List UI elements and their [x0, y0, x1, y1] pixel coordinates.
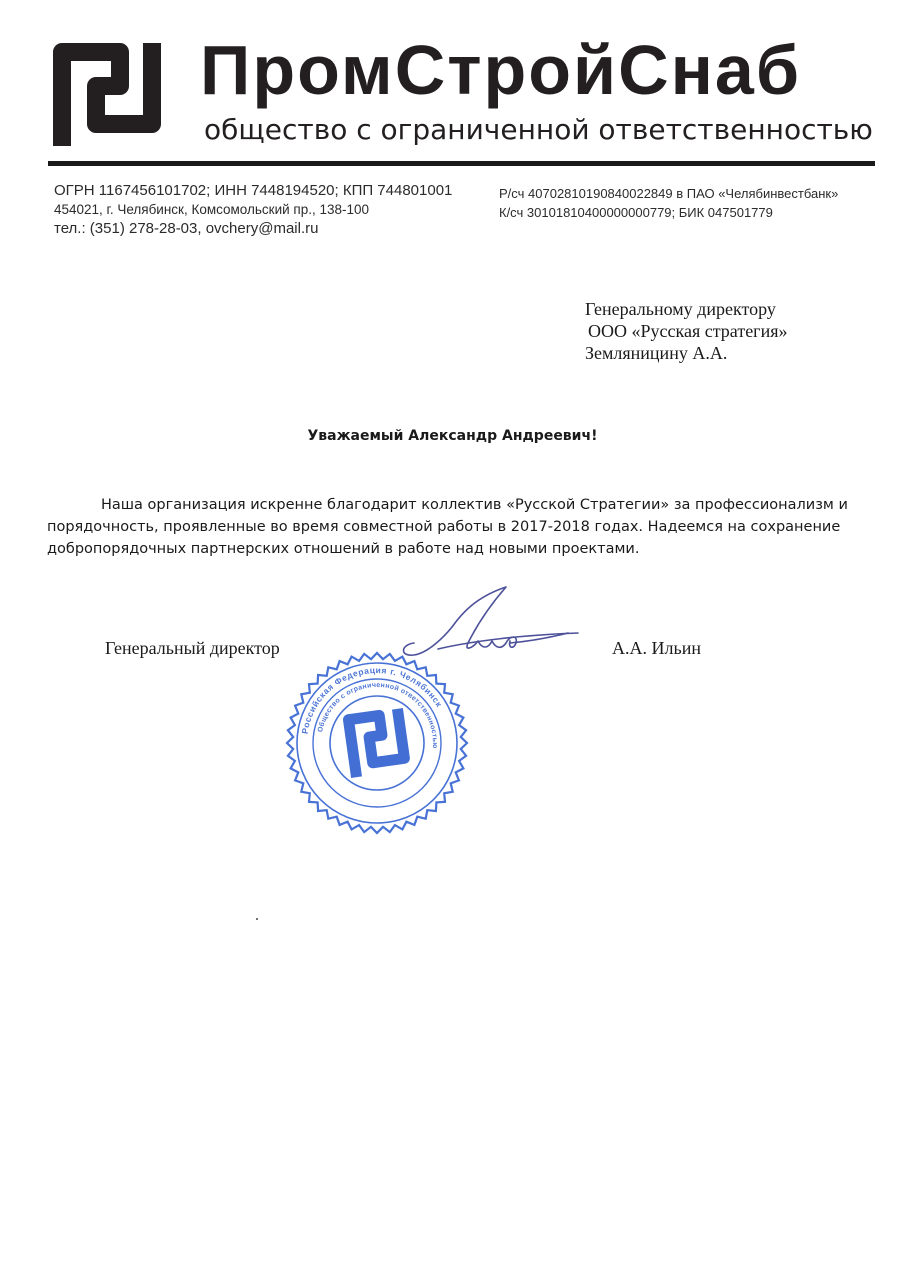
requisites-address: 454021, г. Челябинск, Комсомольский пр., 138-100: [54, 202, 370, 217]
company-name: ПромСтройСнаб: [200, 31, 802, 109]
promstroysnab-logo-icon: [48, 38, 166, 146]
body-line: Наша организация искренне благодарит коллектив «Русской Стратегии» за профессионализм и: [101, 497, 848, 513]
salutation: Уважаемый Александр Андреевич!: [307, 428, 598, 444]
company-legal-form: общество с ограниченной ответственностью: [204, 113, 873, 146]
addressee-organization: ООО «Русская стратегия»: [588, 321, 788, 341]
body-line: порядочность, проявленные во время совместной работы в 2017-2018 годах. Надеемся на сохранение: [47, 519, 841, 535]
body-line: добропорядочных партнерских отношений в работе над новыми проектами.: [47, 541, 640, 557]
addressee-name: Земляницину А.А.: [585, 343, 728, 363]
addressee-block: [585, 298, 787, 364]
letterhead-divider: [48, 161, 875, 166]
letter-body: [47, 494, 848, 560]
bank-requisites: [499, 184, 838, 222]
bank-correspondent: К/сч 30101810400000000779; БИК 047501779: [499, 205, 773, 220]
bank-account: Р/сч 40702810190840022849 в ПАО «Челябинвестбанк»: [499, 186, 839, 201]
company-seal-stamp: [284, 650, 470, 836]
requisites-contacts: тел.: (351) 278-28-03, ovchery@mail.ru: [54, 220, 319, 237]
handwritten-signature: [392, 583, 582, 673]
company-requisites: [54, 181, 452, 238]
stamp-outer-text: Российская Федерация г. Челябинск: [299, 664, 445, 735]
signatory-name: А.А. Ильин: [612, 638, 701, 658]
requisites-registration: ОГРН 1167456101702; ИНН 7448194520; КПП 744801001: [54, 182, 453, 199]
scan-speck: [256, 918, 258, 920]
signatory-role: Генеральный директор: [105, 638, 280, 658]
stamp-inner-text: Общество с ограниченной ответственностью: [317, 681, 439, 749]
addressee-position: Генеральному директору: [585, 299, 776, 319]
